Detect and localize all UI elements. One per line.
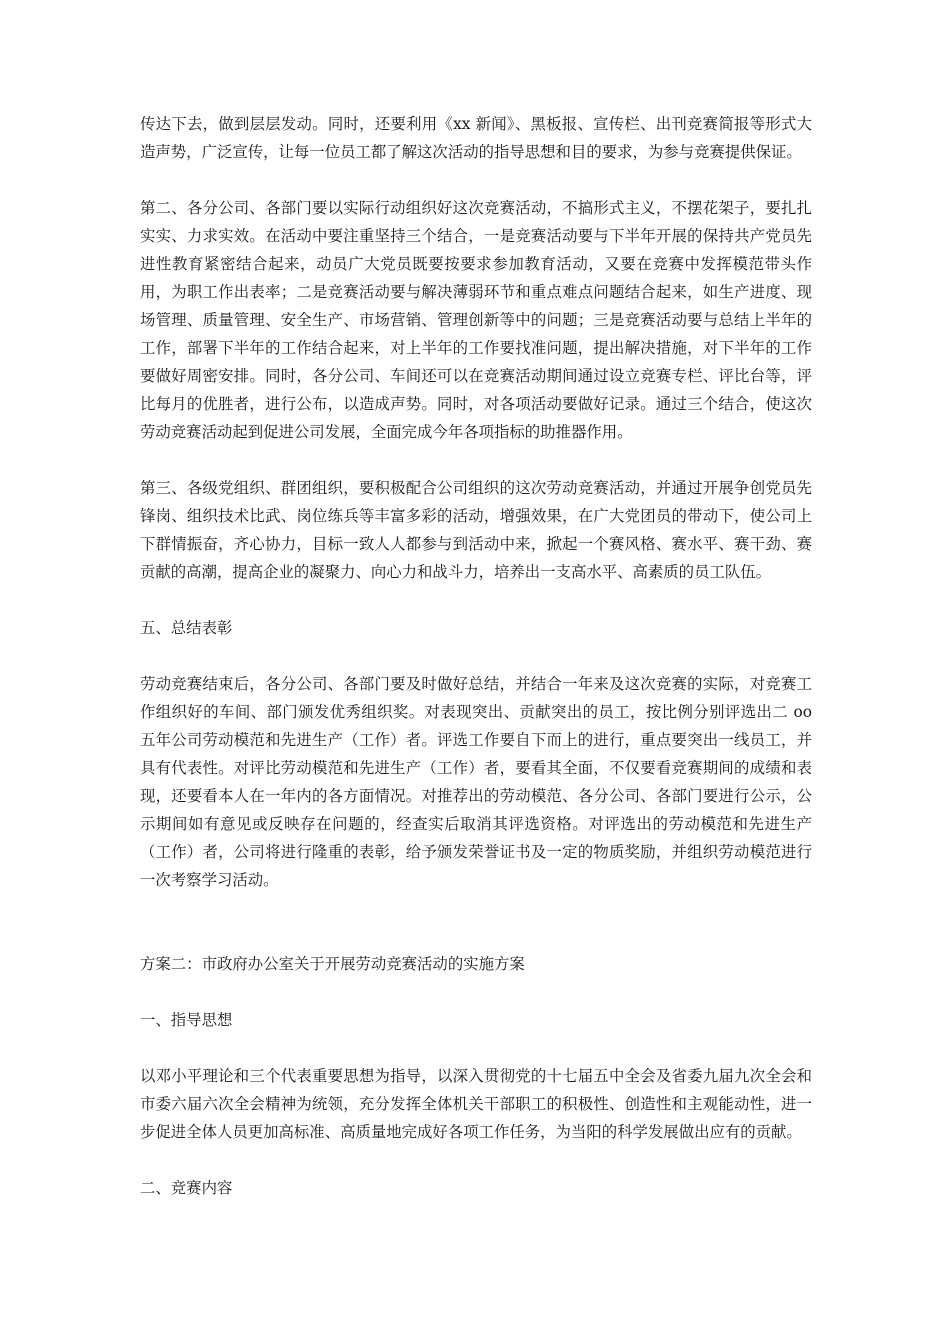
paragraph-publicity: 传达下去，做到层层发动。同时，还要利用《xx 新闻》、黑板报、宣传栏、出刊竞赛简报等形式大造声势，广泛宣传，让每一位员工都了解这次活动的指导思想和目的要求，为参与竞赛提供保证。 bbox=[140, 115, 812, 161]
paragraph-commendation: 劳动竞赛结束后，各分公司、各部门要及时做好总结，并结合一年来及这次竞赛的实际，对竞赛工作组织好的车间、部门颁发优秀组织奖。对表现突出、贡献突出的员工，按比例分别评选出二 oo 五年公司劳动模范和先进生产（工作）者。评选工作要自下而上的进行，重点要突出一线员工，并具有代表性。对评比劳动模范和先进生产（工作）者，要看其全面，不仅要看竞赛期间的成绩和表现，还要看本人在一年内的各方面情况。对推荐出的劳动模范、各分公司、各部门要进行公示，公示期间如有意见或反映存在问题的，经查实后取消其评选资格。对评选出的劳动模范和先进生产（工作）者，公司将进行隆重的表彰，给予颁发荣誉证书及一定的物质奖励，并组织劳动模范进行一次考察学习活动。 bbox=[140, 675, 812, 889]
section-heading-summary: 五、总结表彰 bbox=[140, 619, 233, 637]
plan-two-title: 方案二：市政府办公室关于开展劳动竞赛活动的实施方案 bbox=[140, 955, 525, 973]
paragraph-spacer bbox=[140, 1034, 812, 1062]
section-heading-guiding-ideology: 一、指导思想 bbox=[140, 1011, 233, 1029]
paragraph-spacer bbox=[140, 642, 812, 670]
paragraph-guiding-ideology: 以邓小平理论和三个代表重要思想为指导，以深入贯彻党的十七届五中全会及省委九届九次全会和市委六届六次全会精神为统领，充分发挥全体机关干部职工的积极性、创造性和主观能动性，进一步促进全体人员更加高标准、高质量地完成好各项工作任务，为当阳的科学发展做出应有的贡献。 bbox=[140, 1067, 812, 1141]
paragraph-spacer bbox=[140, 978, 812, 1006]
document-page bbox=[140, 110, 812, 1202]
paragraph-spacer bbox=[140, 586, 812, 614]
section-heading-competition-content: 二、竞赛内容 bbox=[140, 1179, 233, 1197]
paragraph-spacer bbox=[140, 1146, 812, 1174]
paragraph-second-point: 第二、各分公司、各部门要以实际行动组织好这次竞赛活动，不搞形式主义，不摆花架子，要扎扎实实、力求实效。在活动中要注重坚持三个结合，一是竞赛活动要与下半年开展的保持共产党员先进性教育紧密结合起来，动员广大党员既要按要求参加教育活动，又要在竞赛中发挥模范带头作用，为职工作出表率；二是竞赛活动要与解决薄弱环节和重点难点问题结合起来，如生产进度、现场管理、质量管理、安全生产、市场营销、管理创新等中的问题；三是竞赛活动要与总结上半年的工作，部署下半年的工作结合起来，对上半年的工作要找准问题，提出解决措施，对下半年的工作要做好周密安排。同时，各分公司、车间还可以在竞赛活动期间通过设立竞赛专栏、评比台等，评比每月的优胜者，进行公布，以造成声势。同时，对各项活动要做好记录。通过三个结合，使这次劳动竞赛活动起到促进公司发展，全面完成今年各项指标的助推器作用。 bbox=[140, 199, 812, 441]
paragraph-spacer bbox=[140, 446, 812, 474]
paragraph-spacer bbox=[140, 166, 812, 194]
paragraph-spacer bbox=[140, 894, 812, 950]
paragraph-third-point: 第三、各级党组织、群团组织，要积极配合公司组织的这次劳动竞赛活动，并通过开展争创党员先锋岗、组织技术比武、岗位练兵等丰富多彩的活动，增强效果，在广大党团员的带动下，使公司上下群情振奋，齐心协力，目标一致人人都参与到活动中来，掀起一个赛风格、赛水平、赛干劲、赛贡献的高潮，提高企业的凝聚力、向心力和战斗力，培养出一支高水平、高素质的员工队伍。 bbox=[140, 479, 812, 581]
